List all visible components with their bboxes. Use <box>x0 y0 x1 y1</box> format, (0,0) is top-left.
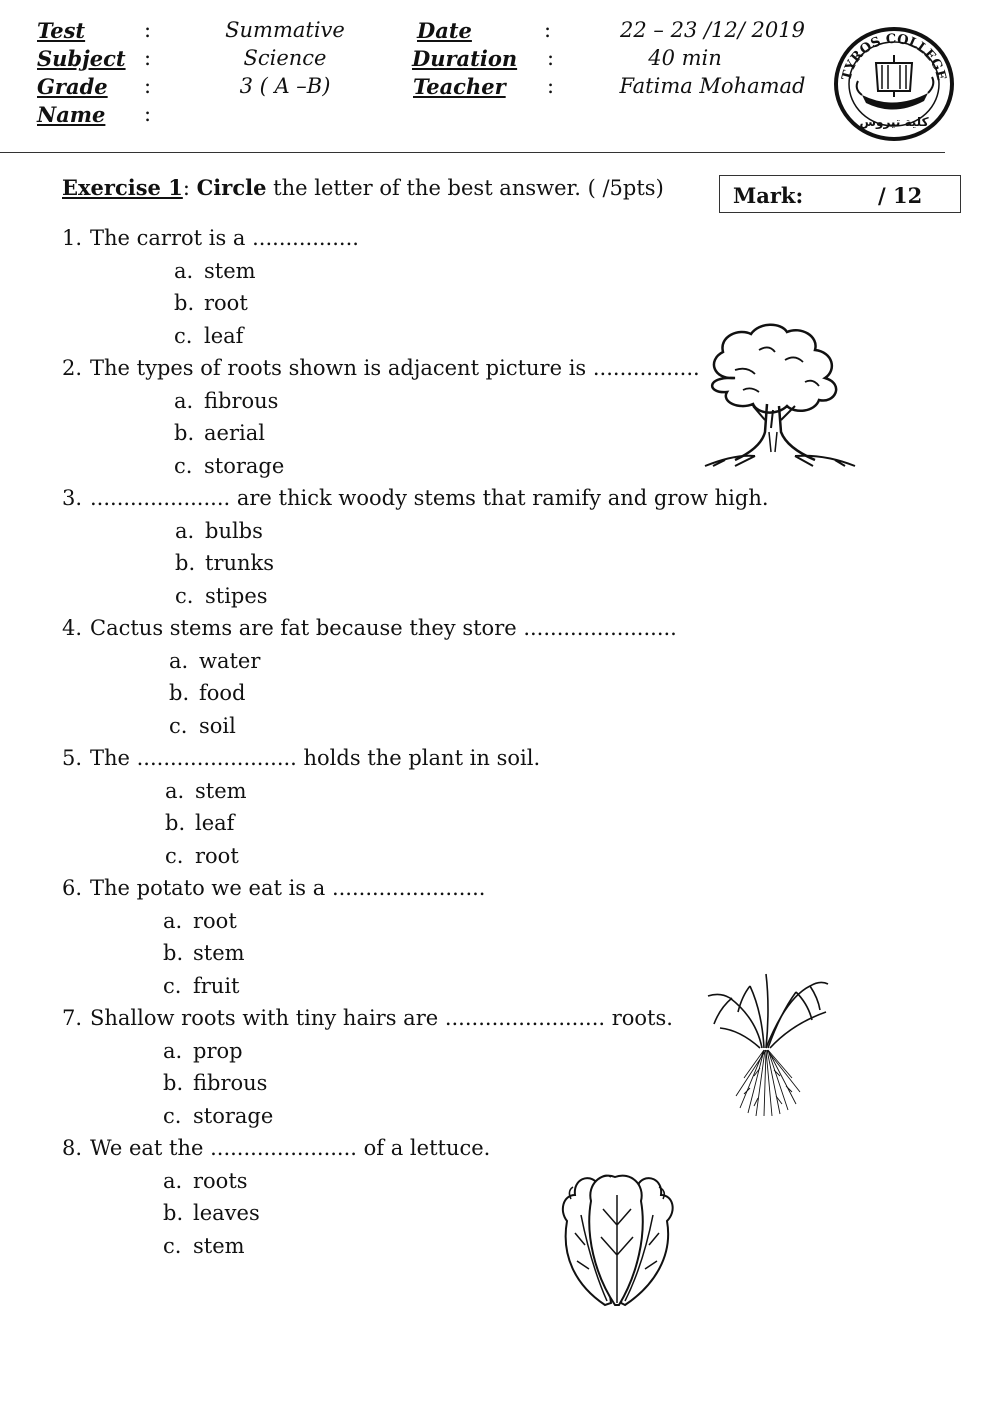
question-text: Cactus stems are fat because they store ....................... <box>90 616 677 640</box>
question-text: The ........................ holds the plant in soil. <box>90 746 541 770</box>
test-value: Summative <box>225 18 345 42</box>
option-letter: b. <box>174 291 195 315</box>
option-letter: a. <box>165 778 185 803</box>
answer-option[interactable] <box>174 454 284 478</box>
option-letter: b. <box>163 1071 184 1095</box>
answer-option[interactable] <box>175 551 274 575</box>
name-colon: : <box>144 102 152 126</box>
option-text: fibrous <box>204 388 279 413</box>
option-text: root <box>193 908 237 933</box>
question-number: 1. <box>62 226 83 250</box>
teacher-value: Fatima Mohamad <box>619 74 806 98</box>
mark-total: / 12 <box>878 183 923 208</box>
answer-option[interactable] <box>163 974 240 998</box>
option-letter: b. <box>163 1201 184 1225</box>
exercise-title <box>62 175 664 200</box>
answer-option[interactable] <box>169 714 236 738</box>
duration-label: Duration <box>412 46 518 71</box>
option-text: leaf <box>195 811 235 835</box>
option-letter: c. <box>175 583 194 608</box>
option-text: stipes <box>205 583 268 608</box>
exercise-sep: : <box>182 176 197 200</box>
answer-option[interactable] <box>163 1169 248 1193</box>
option-text: trunks <box>205 551 275 575</box>
answer-option[interactable] <box>165 811 234 835</box>
question-4 <box>62 616 677 640</box>
option-letter: a. <box>175 518 195 543</box>
logo-arabic-text: كلية تيروس <box>859 115 929 129</box>
answer-option[interactable] <box>163 1201 260 1225</box>
question-1 <box>62 226 359 250</box>
option-text: prop <box>193 1038 243 1063</box>
mark-label: Mark: <box>733 183 804 208</box>
option-letter: c. <box>169 713 188 738</box>
question-number: 3. <box>62 486 83 510</box>
option-text: fibrous <box>193 1071 268 1095</box>
option-letter: a. <box>163 1168 183 1193</box>
exercise-instruction: the letter of the best answer. ( /5pts) <box>266 176 664 200</box>
teacher-colon: : <box>547 74 555 98</box>
option-letter: b. <box>175 551 196 575</box>
duration-value: 40 min <box>648 46 722 70</box>
option-letter: c. <box>165 843 184 868</box>
option-text: soil <box>199 713 236 738</box>
option-letter: a. <box>163 1038 183 1063</box>
answer-option[interactable] <box>174 421 265 445</box>
option-letter: c. <box>163 1103 182 1128</box>
option-text: storage <box>204 453 285 478</box>
answer-option[interactable] <box>163 1234 245 1258</box>
answer-option[interactable] <box>163 941 245 965</box>
option-text: stem <box>193 941 245 965</box>
lettuce-picture <box>555 1165 680 1310</box>
option-letter: b. <box>169 681 190 705</box>
question-number: 7. <box>62 1006 83 1030</box>
subject-value: Science <box>243 46 327 70</box>
option-text: storage <box>193 1103 274 1128</box>
subject-colon: : <box>144 46 152 70</box>
question-5 <box>62 746 540 770</box>
question-number: 5. <box>62 746 83 770</box>
duration-colon: : <box>547 46 555 70</box>
option-text: root <box>204 291 248 315</box>
grade-value: 3 ( A –B) <box>239 74 331 98</box>
answer-option[interactable] <box>175 584 268 608</box>
question-text: The carrot is a ................ <box>90 226 359 250</box>
option-text: fruit <box>193 973 240 998</box>
option-text: stem <box>204 258 256 283</box>
answer-option[interactable] <box>175 519 263 543</box>
question-number: 8. <box>62 1136 83 1160</box>
answer-option[interactable] <box>163 1071 267 1095</box>
option-letter: a. <box>163 908 183 933</box>
option-text: leaf <box>204 323 244 348</box>
date-label: Date <box>417 18 472 43</box>
option-letter: c. <box>174 323 193 348</box>
logo-text: TYROS COLLEGE <box>839 31 949 82</box>
question-number: 4. <box>62 616 83 640</box>
exercise-label: Exercise 1 <box>62 175 183 200</box>
option-letter: a. <box>169 648 189 673</box>
option-text: aerial <box>204 421 265 445</box>
option-text: roots <box>193 1168 248 1193</box>
option-letter: a. <box>174 258 194 283</box>
question-6 <box>62 876 485 900</box>
option-letter: c. <box>174 453 193 478</box>
answer-option[interactable] <box>174 389 278 413</box>
answer-option[interactable] <box>163 909 237 933</box>
answer-option[interactable] <box>163 1039 243 1063</box>
fibrous-roots-picture <box>700 968 840 1118</box>
date-value: 22 – 23 /12/ 2019 <box>620 18 805 42</box>
school-logo <box>832 25 956 143</box>
question-text: ..................... are thick woody stems that ramify and grow high. <box>90 486 769 510</box>
option-text: leaves <box>193 1201 260 1225</box>
option-text: stem <box>193 1233 245 1258</box>
option-text: food <box>199 681 246 705</box>
question-text: We eat the ...................... of a lettuce. <box>90 1136 491 1160</box>
date-colon: : <box>544 18 552 42</box>
option-letter: b. <box>174 421 195 445</box>
subject-label: Subject <box>37 46 126 71</box>
question-7 <box>62 1006 673 1030</box>
answer-option[interactable] <box>165 844 239 868</box>
option-text: bulbs <box>205 518 263 543</box>
answer-option[interactable] <box>174 291 248 315</box>
question-text: The types of roots shown is adjacent picture is ................ <box>90 356 700 380</box>
option-letter: b. <box>163 941 184 965</box>
question-2 <box>62 356 700 380</box>
test-label: Test <box>37 18 86 43</box>
answer-option[interactable] <box>174 324 243 348</box>
tree-picture <box>695 320 865 470</box>
question-3 <box>62 486 769 510</box>
grade-label: Grade <box>37 74 108 99</box>
option-text: water <box>199 648 261 673</box>
option-text: root <box>195 843 239 868</box>
answer-option[interactable] <box>169 681 246 705</box>
answer-option[interactable] <box>169 649 260 673</box>
question-text: The potato we eat is a ....................... <box>90 876 486 900</box>
option-text: stem <box>195 778 247 803</box>
name-label: Name <box>37 102 106 127</box>
teacher-label: Teacher <box>413 74 506 99</box>
question-8 <box>62 1136 490 1160</box>
header-divider <box>0 152 945 153</box>
test-colon: : <box>144 18 152 42</box>
question-text: Shallow roots with tiny hairs are ........................ roots. <box>90 1006 673 1030</box>
question-number: 2. <box>62 356 83 380</box>
option-letter: c. <box>163 1233 182 1258</box>
option-letter: a. <box>174 388 194 413</box>
question-number: 6. <box>62 876 83 900</box>
answer-option[interactable] <box>174 259 256 283</box>
exercise-verb: Circle <box>196 175 267 200</box>
grade-colon: : <box>144 74 152 98</box>
answer-option[interactable] <box>163 1104 273 1128</box>
answer-option[interactable] <box>165 779 247 803</box>
option-letter: b. <box>165 811 186 835</box>
option-letter: c. <box>163 973 182 998</box>
mark-box <box>719 175 961 213</box>
